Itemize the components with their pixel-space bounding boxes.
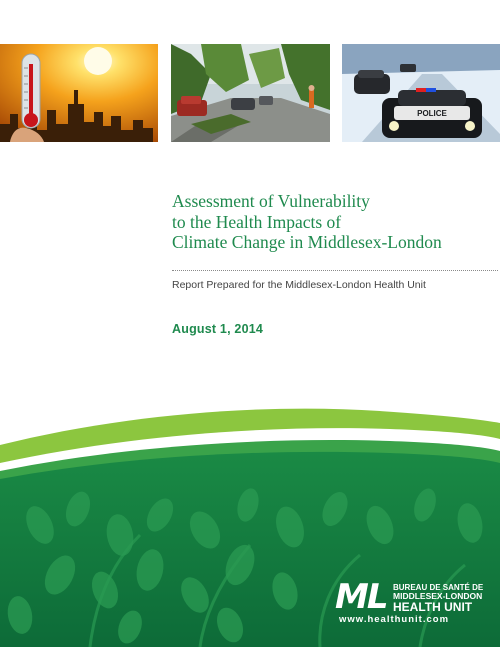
photo-storm-damage xyxy=(171,44,330,142)
logo-wordmark xyxy=(393,583,483,613)
photo-heat-thermometer xyxy=(0,44,158,142)
logo-line-en1: MIDDLESEX-LONDON xyxy=(393,591,483,601)
report-title xyxy=(172,191,492,253)
ml-logo-mark: ML xyxy=(335,577,387,617)
report-title-line-2: to the Health Impacts of xyxy=(172,211,342,232)
police-car-text: POLICE xyxy=(417,109,447,118)
storm-scene-graphic xyxy=(171,44,330,142)
dotted-divider xyxy=(172,270,498,271)
winter-scene-graphic xyxy=(342,44,500,142)
report-date: August 1, 2014 xyxy=(172,322,264,336)
report-title-line-1: Assessment of Vulnerability xyxy=(172,191,370,211)
report-title-line-3: Climate Change in Middlesex-London xyxy=(172,232,442,252)
logo-line-en2: HEALTH UNIT xyxy=(393,600,473,614)
report-subtitle: Report Prepared for the Middlesex-London Health Unit xyxy=(172,279,426,291)
logo-line-fr: BUREAU DE SANTÉ DE xyxy=(393,583,484,592)
heat-scene-graphic xyxy=(0,44,158,142)
photo-winter-police xyxy=(342,44,500,142)
logo-url: www.healthunit.com xyxy=(339,614,450,625)
